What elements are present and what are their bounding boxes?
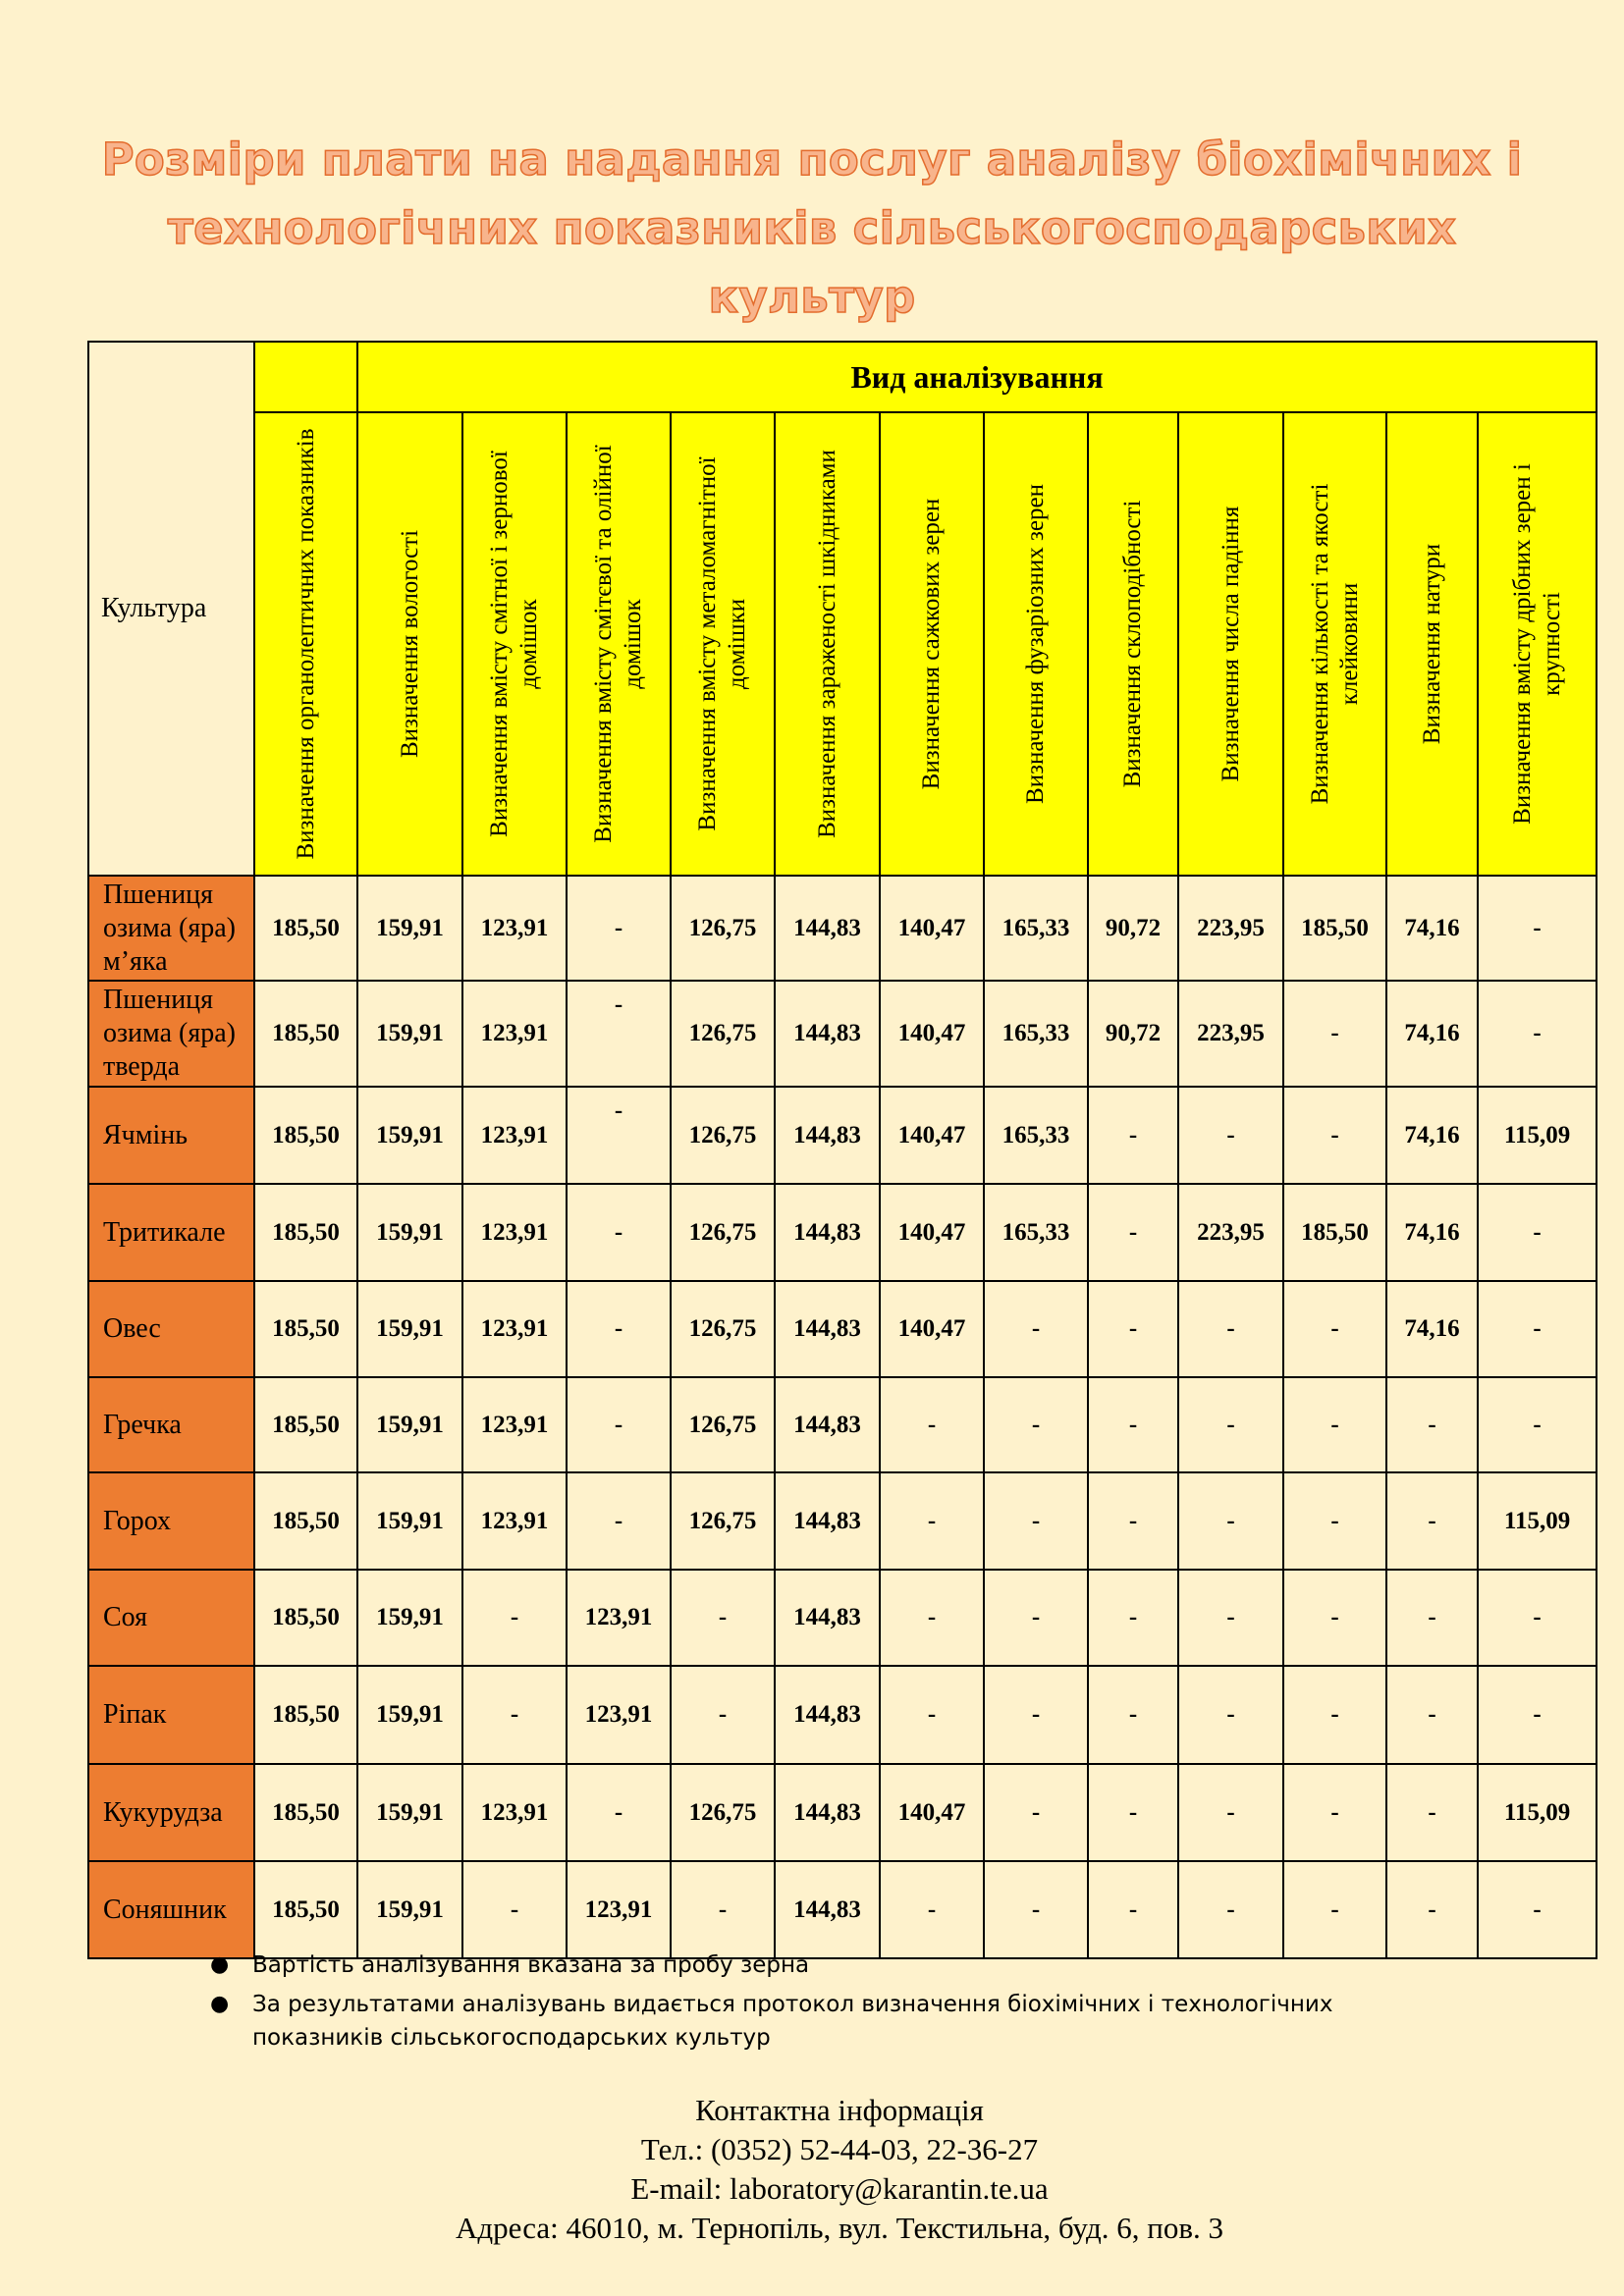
price-cell: 123,91 bbox=[462, 876, 567, 981]
price-cell: - bbox=[1283, 1087, 1386, 1184]
title-line-1: Розміри плати на надання послуг аналізу біохімічних і bbox=[101, 133, 1523, 186]
price-cell: - bbox=[1386, 1764, 1478, 1861]
price-cell: 140,47 bbox=[880, 876, 984, 981]
price-cell: - bbox=[1386, 1666, 1478, 1764]
price-cell: 140,47 bbox=[880, 1087, 984, 1184]
price-cell: 144,83 bbox=[775, 1764, 880, 1861]
column-header-label: Визначення кількості та якості клейковини bbox=[1306, 483, 1363, 805]
price-cell: 185,50 bbox=[254, 1666, 357, 1764]
column-header-label: Визначення вмісту металомагнітної домішки bbox=[694, 456, 750, 831]
column-header bbox=[775, 412, 880, 876]
price-cell: 90,72 bbox=[1088, 876, 1178, 981]
price-cell: 123,91 bbox=[462, 1281, 567, 1377]
column-header bbox=[671, 412, 775, 876]
price-cell: 159,91 bbox=[357, 1666, 462, 1764]
price-cell: - bbox=[1178, 1377, 1283, 1472]
table-row bbox=[88, 876, 1597, 981]
price-cell: - bbox=[880, 1861, 984, 1958]
price-cell: 159,91 bbox=[357, 1087, 462, 1184]
price-cell: - bbox=[1283, 1764, 1386, 1861]
table-row bbox=[88, 1472, 1597, 1570]
crop-column-header: Культура bbox=[88, 342, 254, 876]
column-header-label: Визначення вмісту смітної і зернової домішок bbox=[486, 451, 542, 837]
price-cell: 126,75 bbox=[671, 981, 775, 1087]
price-cell: 144,83 bbox=[775, 1087, 880, 1184]
page-title bbox=[0, 126, 1624, 332]
price-cell: 185,50 bbox=[254, 1377, 357, 1472]
price-cell: 123,91 bbox=[567, 1861, 671, 1958]
price-cell: 140,47 bbox=[880, 1184, 984, 1281]
price-cell: - bbox=[1478, 1861, 1597, 1958]
price-cell: - bbox=[1283, 1666, 1386, 1764]
price-cell: - bbox=[1178, 1281, 1283, 1377]
price-cell: 165,33 bbox=[984, 1184, 1088, 1281]
column-header bbox=[1386, 412, 1478, 876]
price-cell: 185,50 bbox=[254, 981, 357, 1087]
price-cell: 144,83 bbox=[775, 1666, 880, 1764]
price-cell: - bbox=[984, 1472, 1088, 1570]
price-cell: 115,09 bbox=[1478, 1764, 1597, 1861]
price-cell: 165,33 bbox=[984, 981, 1088, 1087]
column-header-label: Визначення вмісту смітєвої та олійної домішок bbox=[590, 445, 646, 843]
column-header-label: Визначення числа падіння bbox=[1217, 506, 1244, 782]
contact-heading: Контактна інформація bbox=[695, 2093, 984, 2127]
price-cell: 185,50 bbox=[1283, 876, 1386, 981]
price-cell: 159,91 bbox=[357, 1184, 462, 1281]
price-cell: - bbox=[462, 1570, 567, 1666]
price-cell: 144,83 bbox=[775, 1570, 880, 1666]
column-header bbox=[1283, 412, 1386, 876]
price-cell: - bbox=[1478, 1666, 1597, 1764]
crop-name: Тритикале bbox=[88, 1184, 254, 1281]
title-line-3: культур bbox=[708, 271, 916, 323]
price-cell: - bbox=[984, 1377, 1088, 1472]
note-item bbox=[175, 1988, 1451, 2055]
price-cell: - bbox=[1478, 876, 1597, 981]
price-cell: - bbox=[567, 1087, 671, 1184]
column-header-label: Визначення зараженості шкідниками bbox=[813, 450, 840, 838]
price-cell: - bbox=[567, 1764, 671, 1861]
price-cell: - bbox=[984, 1764, 1088, 1861]
column-header bbox=[1178, 412, 1283, 876]
crop-name: Соняшник bbox=[88, 1861, 254, 1958]
crop-name: Пшениця озима (яра) тверда bbox=[88, 981, 254, 1087]
price-cell: - bbox=[462, 1861, 567, 1958]
price-cell: - bbox=[1386, 1861, 1478, 1958]
notes-list bbox=[175, 1949, 1451, 2060]
column-header bbox=[357, 412, 462, 876]
price-cell: - bbox=[1478, 1377, 1597, 1472]
price-cell: - bbox=[1178, 1861, 1283, 1958]
price-cell: 140,47 bbox=[880, 981, 984, 1087]
price-cell: 185,50 bbox=[254, 1184, 357, 1281]
analysis-type-header: Вид аналізування bbox=[357, 342, 1597, 412]
price-cell: 123,91 bbox=[567, 1570, 671, 1666]
price-cell: - bbox=[567, 1377, 671, 1472]
price-cell: 123,91 bbox=[567, 1666, 671, 1764]
price-cell: 126,75 bbox=[671, 1184, 775, 1281]
price-cell: 223,95 bbox=[1178, 1184, 1283, 1281]
price-cell: 126,75 bbox=[671, 1087, 775, 1184]
bullet-icon: ● bbox=[210, 1992, 230, 2016]
contact-phone: Тел.: (0352) 52-44-03, 22-36-27 bbox=[640, 2132, 1039, 2166]
crop-name: Ріпак bbox=[88, 1666, 254, 1764]
price-cell: 144,83 bbox=[775, 1472, 880, 1570]
price-cell: 165,33 bbox=[984, 1087, 1088, 1184]
price-cell: - bbox=[567, 981, 671, 1087]
contact-email: E-mail: laboratory@karantin.te.ua bbox=[630, 2171, 1049, 2206]
crop-name: Гречка bbox=[88, 1377, 254, 1472]
column-header-label: Визначення органолептичних показників bbox=[292, 428, 319, 860]
column-header-label: Визначення фузаріозних зерен bbox=[1022, 484, 1049, 804]
table-row bbox=[88, 981, 1597, 1087]
price-cell: 144,83 bbox=[775, 1861, 880, 1958]
price-cell: - bbox=[567, 1184, 671, 1281]
price-cell: 140,47 bbox=[880, 1281, 984, 1377]
price-cell: 123,91 bbox=[462, 1764, 567, 1861]
note-text: За результатами аналізувань видається протокол визначення біохімічних і технологічних показників сільськогосподарських культур bbox=[252, 1992, 1333, 2051]
price-cell: 90,72 bbox=[1088, 981, 1178, 1087]
table-row bbox=[88, 1087, 1597, 1184]
price-cell: - bbox=[1088, 1184, 1178, 1281]
price-cell: 74,16 bbox=[1386, 1087, 1478, 1184]
price-cell: 223,95 bbox=[1178, 981, 1283, 1087]
price-cell: 123,91 bbox=[462, 981, 567, 1087]
price-cell: 185,50 bbox=[254, 1281, 357, 1377]
note-item bbox=[175, 1949, 1451, 1982]
price-cell: 159,91 bbox=[357, 1570, 462, 1666]
table-row bbox=[88, 1666, 1597, 1764]
price-cell: - bbox=[880, 1666, 984, 1764]
price-cell: 74,16 bbox=[1386, 1184, 1478, 1281]
table-row bbox=[88, 1184, 1597, 1281]
price-cell: 144,83 bbox=[775, 1281, 880, 1377]
price-cell: - bbox=[1088, 1472, 1178, 1570]
crop-name: Овес bbox=[88, 1281, 254, 1377]
bullet-icon: ● bbox=[210, 1952, 230, 1977]
price-cell: 185,50 bbox=[254, 1570, 357, 1666]
price-cell: - bbox=[984, 1570, 1088, 1666]
price-cell: 159,91 bbox=[357, 1764, 462, 1861]
table-row bbox=[88, 1377, 1597, 1472]
column-header bbox=[880, 412, 984, 876]
note-text: Вартість аналізування вказана за пробу зерна bbox=[252, 1952, 810, 1978]
column-header-label: Визначення вмісту дрібних зерен і крупності bbox=[1508, 463, 1565, 825]
price-cell: 223,95 bbox=[1178, 876, 1283, 981]
price-cell: 115,09 bbox=[1478, 1472, 1597, 1570]
table-row bbox=[88, 1281, 1597, 1377]
price-cell: - bbox=[1178, 1570, 1283, 1666]
price-cell: - bbox=[1386, 1570, 1478, 1666]
price-cell: - bbox=[1178, 1764, 1283, 1861]
column-header bbox=[1478, 412, 1597, 876]
price-cell: 123,91 bbox=[462, 1377, 567, 1472]
column-header bbox=[254, 412, 357, 876]
price-cell: - bbox=[1283, 1570, 1386, 1666]
price-cell: 123,91 bbox=[462, 1087, 567, 1184]
price-cell: - bbox=[1283, 1861, 1386, 1958]
price-table bbox=[87, 341, 1597, 1959]
price-cell: - bbox=[1478, 1570, 1597, 1666]
column-header bbox=[1088, 412, 1178, 876]
price-cell: 140,47 bbox=[880, 1764, 984, 1861]
column-header-label: Визначення вологості bbox=[396, 529, 423, 759]
price-cell: - bbox=[1088, 1377, 1178, 1472]
crop-name: Пшениця озима (яра) м’яка bbox=[88, 876, 254, 981]
column-header-label: Визначення натури bbox=[1418, 543, 1445, 745]
price-cell: - bbox=[1088, 1861, 1178, 1958]
price-cell: 185,50 bbox=[254, 876, 357, 981]
price-cell: 144,83 bbox=[775, 981, 880, 1087]
price-cell: 159,91 bbox=[357, 981, 462, 1087]
price-cell: - bbox=[671, 1570, 775, 1666]
price-cell: 123,91 bbox=[462, 1472, 567, 1570]
price-cell: 159,91 bbox=[357, 1861, 462, 1958]
price-cell: - bbox=[1386, 1472, 1478, 1570]
price-cell: - bbox=[880, 1377, 984, 1472]
price-cell: - bbox=[1088, 1570, 1178, 1666]
column-header-label: Визначення сажкових зерен bbox=[918, 498, 945, 790]
price-cell: 126,75 bbox=[671, 1764, 775, 1861]
table-row bbox=[88, 1764, 1597, 1861]
price-cell: 126,75 bbox=[671, 876, 775, 981]
price-cell: - bbox=[671, 1861, 775, 1958]
price-cell: 159,91 bbox=[357, 876, 462, 981]
crop-name: Соя bbox=[88, 1570, 254, 1666]
crop-name: Кукурудза bbox=[88, 1764, 254, 1861]
price-cell: - bbox=[880, 1472, 984, 1570]
price-cell: - bbox=[1283, 1281, 1386, 1377]
price-cell: 126,75 bbox=[671, 1281, 775, 1377]
price-cell: - bbox=[1088, 1666, 1178, 1764]
price-cell: - bbox=[1478, 981, 1597, 1087]
price-cell: 74,16 bbox=[1386, 876, 1478, 981]
title-line-2: технологічних показників сільськогосподарських bbox=[167, 202, 1457, 254]
contact-info bbox=[0, 2091, 1624, 2248]
price-cell: 74,16 bbox=[1386, 981, 1478, 1087]
price-cell: - bbox=[1088, 1087, 1178, 1184]
header-empty-cell bbox=[254, 342, 357, 412]
price-cell: - bbox=[1386, 1377, 1478, 1472]
price-cell: - bbox=[567, 876, 671, 981]
price-cell: 159,91 bbox=[357, 1472, 462, 1570]
price-cell: 126,75 bbox=[671, 1377, 775, 1472]
price-cell: 185,50 bbox=[254, 1087, 357, 1184]
column-header bbox=[984, 412, 1088, 876]
price-cell: - bbox=[1478, 1184, 1597, 1281]
price-cell: - bbox=[880, 1570, 984, 1666]
price-cell: - bbox=[462, 1666, 567, 1764]
price-cell: - bbox=[1178, 1087, 1283, 1184]
price-cell: - bbox=[984, 1281, 1088, 1377]
column-header bbox=[567, 412, 671, 876]
column-header-label: Визначення склоподібності bbox=[1119, 500, 1146, 788]
price-cell: 185,50 bbox=[1283, 1184, 1386, 1281]
price-cell: 126,75 bbox=[671, 1472, 775, 1570]
price-cell: - bbox=[1478, 1281, 1597, 1377]
price-cell: 185,50 bbox=[254, 1861, 357, 1958]
price-cell: - bbox=[567, 1281, 671, 1377]
price-cell: - bbox=[567, 1472, 671, 1570]
price-cell: 74,16 bbox=[1386, 1281, 1478, 1377]
price-cell: - bbox=[984, 1861, 1088, 1958]
price-cell: - bbox=[1088, 1281, 1178, 1377]
price-cell: - bbox=[1283, 1377, 1386, 1472]
price-cell: 144,83 bbox=[775, 1377, 880, 1472]
price-cell: 144,83 bbox=[775, 1184, 880, 1281]
price-cell: 123,91 bbox=[462, 1184, 567, 1281]
price-cell: 159,91 bbox=[357, 1281, 462, 1377]
price-cell: - bbox=[1178, 1666, 1283, 1764]
price-cell: - bbox=[1178, 1472, 1283, 1570]
price-cell: 185,50 bbox=[254, 1764, 357, 1861]
table-row bbox=[88, 1570, 1597, 1666]
price-cell: 115,09 bbox=[1478, 1087, 1597, 1184]
contact-address: Адреса: 46010, м. Тернопіль, вул. Текстильна, буд. 6, пов. 3 bbox=[456, 2211, 1223, 2245]
column-header bbox=[462, 412, 567, 876]
price-cell: 165,33 bbox=[984, 876, 1088, 981]
crop-name: Горох bbox=[88, 1472, 254, 1570]
price-cell: 185,50 bbox=[254, 1472, 357, 1570]
crop-name: Ячмінь bbox=[88, 1087, 254, 1184]
price-cell: - bbox=[1088, 1764, 1178, 1861]
price-cell: - bbox=[1283, 1472, 1386, 1570]
price-cell: - bbox=[671, 1666, 775, 1764]
table-row bbox=[88, 1861, 1597, 1958]
price-cell: 159,91 bbox=[357, 1377, 462, 1472]
price-cell: - bbox=[1283, 981, 1386, 1087]
price-cell: 144,83 bbox=[775, 876, 880, 981]
price-cell: - bbox=[984, 1666, 1088, 1764]
